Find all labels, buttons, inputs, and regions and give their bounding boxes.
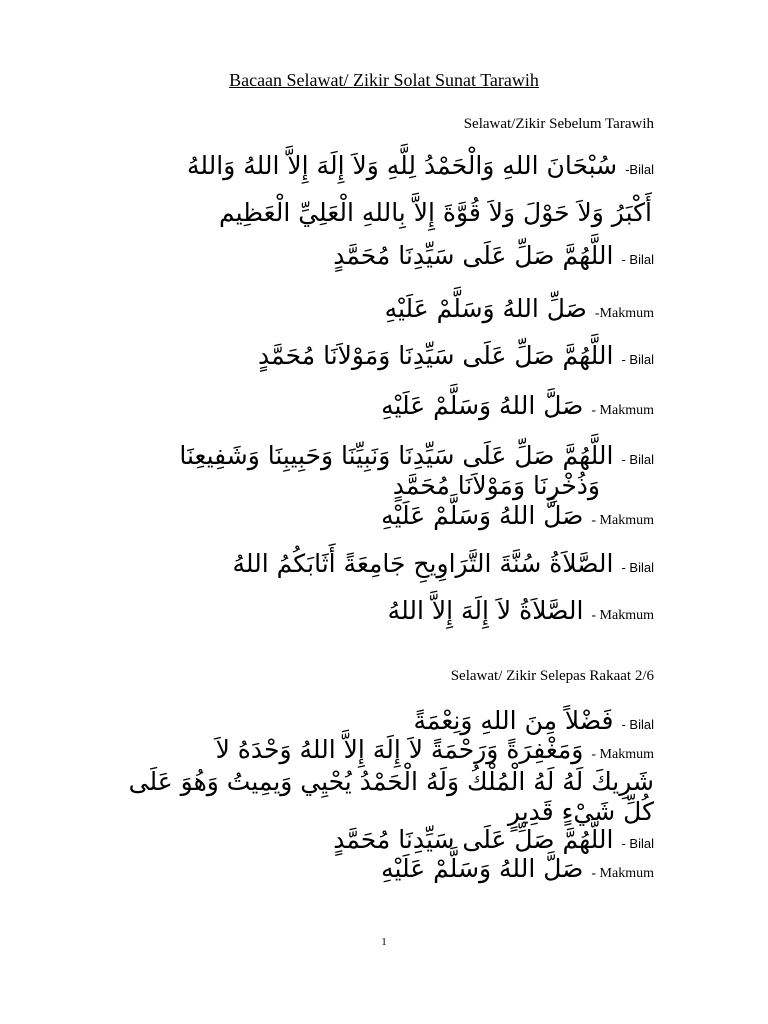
speaker-label: - Bilal — [621, 252, 654, 267]
arabic-text: أَكْبَرُ وَلاَ حَوْلَ وَلاَ قُوَّةَ إِلاَّ بِاللهِ الْعَلِيِّ الْعَظِيم — [218, 198, 652, 227]
speaker-label: - Makmum — [591, 608, 654, 623]
speaker-label: - Makmum — [591, 403, 654, 418]
arabic-text: وَذُخْرِنَا وَمَوْلاَنَا مُحَمَّدٍ — [392, 471, 600, 500]
zikir-line-continuation — [393, 470, 600, 503]
arabic-text: الصَّلاَةُ لاَ إِلَهَ إِلاَّ اللهُ — [387, 596, 584, 625]
zikir-line — [333, 240, 654, 273]
zikir-line — [232, 548, 654, 581]
speaker-label: - Bilal — [621, 560, 654, 575]
arabic-text: الصَّلاَةُ سُنَّةَ التَّرَاوِيحِ جَامِعَةً أَثَابَكُمُ اللهُ — [232, 549, 614, 578]
zikir-line — [187, 150, 654, 183]
arabic-text: اللَّهُمَّ صَلِّ عَلَى سَيِّدِنَا مُحَمَّدٍ — [333, 825, 614, 854]
document-title: Bacaan Selawat/ Zikir Solat Sunat Tarawih — [229, 70, 539, 90]
speaker-label: - Makmum — [591, 866, 654, 881]
speaker-label: - Bilal — [621, 836, 654, 851]
section-heading-selepas: Selawat/ Zikir Selepas Rakaat 2/6 — [450, 668, 654, 684]
arabic-text: سُبْحَانَ اللهِ وَالْحَمْدُ لِلَّهِ وَلاَ إِلَهَ إِلاَّ اللهُ وَاللهُ — [186, 151, 618, 180]
zikir-line-continuation — [129, 766, 654, 799]
section-heading-sebelum: Selawat/Zikir Sebelum Tarawih — [463, 116, 654, 132]
speaker-label: - Bilal — [621, 352, 654, 367]
page-number: 1 — [381, 936, 387, 948]
zikir-line — [381, 390, 654, 423]
speaker-label: - Bilal — [621, 452, 654, 467]
arabic-text: اللَّهُمَّ صَلِّ عَلَى سَيِّدِنَا مُحَمَّدٍ — [333, 241, 614, 270]
zikir-line — [385, 293, 654, 326]
arabic-text: وَمَغْفِرَةً وَرَحْمَةً لاَ إِلَهَ إِلاَّ اللهُ وَحْدَهُ لاَ — [215, 735, 584, 764]
zikir-line — [381, 853, 654, 886]
arabic-text: صَلَّ اللهُ وَسَلَّمْ عَلَيْهِ — [381, 501, 584, 530]
speaker-label: -Makmum — [594, 306, 654, 321]
speaker-label: - Makmum — [591, 747, 654, 762]
speaker-label: -Bilal — [625, 162, 654, 177]
zikir-line — [381, 500, 654, 533]
arabic-text: شَرِيكَ لَهُ لَهُ الْمُلْكُ وَلَهُ الْحَمْدُ يُحْيِي وَيمِيتُ وَهُوَ عَلَى — [128, 767, 654, 796]
arabic-text: كُلِّ شَيْءٍ قَدِيرٍ — [507, 797, 654, 826]
zikir-line — [333, 824, 654, 857]
zikir-line — [216, 734, 654, 767]
zikir-line — [179, 440, 654, 473]
arabic-text: اللَّهُمَّ صَلِّ عَلَى سَيِّدِنَا وَنَبِيِّنَا وَحَبِيبِنَا وَشَفِيعِنَا — [179, 441, 614, 470]
arabic-text: صَلَّ اللهُ وَسَلَّمْ عَلَيْهِ — [381, 391, 584, 420]
arabic-text: صَلَّ اللهُ وَسَلَّمْ عَلَيْهِ — [381, 854, 584, 883]
zikir-line — [388, 595, 654, 628]
speaker-label: - Makmum — [591, 513, 654, 528]
zikir-line — [258, 340, 654, 373]
arabic-text: صَلِّ اللهُ وَسَلَّمْ عَلَيْهِ — [384, 294, 587, 323]
zikir-line — [413, 705, 654, 738]
speaker-label: - Bilal — [621, 717, 654, 732]
zikir-line — [219, 197, 652, 230]
arabic-text: فَضْلاً مِنَ اللهِ وَنِعْمَةً — [413, 706, 614, 735]
arabic-text: اللَّهُمَّ صَلِّ عَلَى سَيِّدِنَا وَمَوْلاَنَا مُحَمَّدٍ — [258, 341, 614, 370]
